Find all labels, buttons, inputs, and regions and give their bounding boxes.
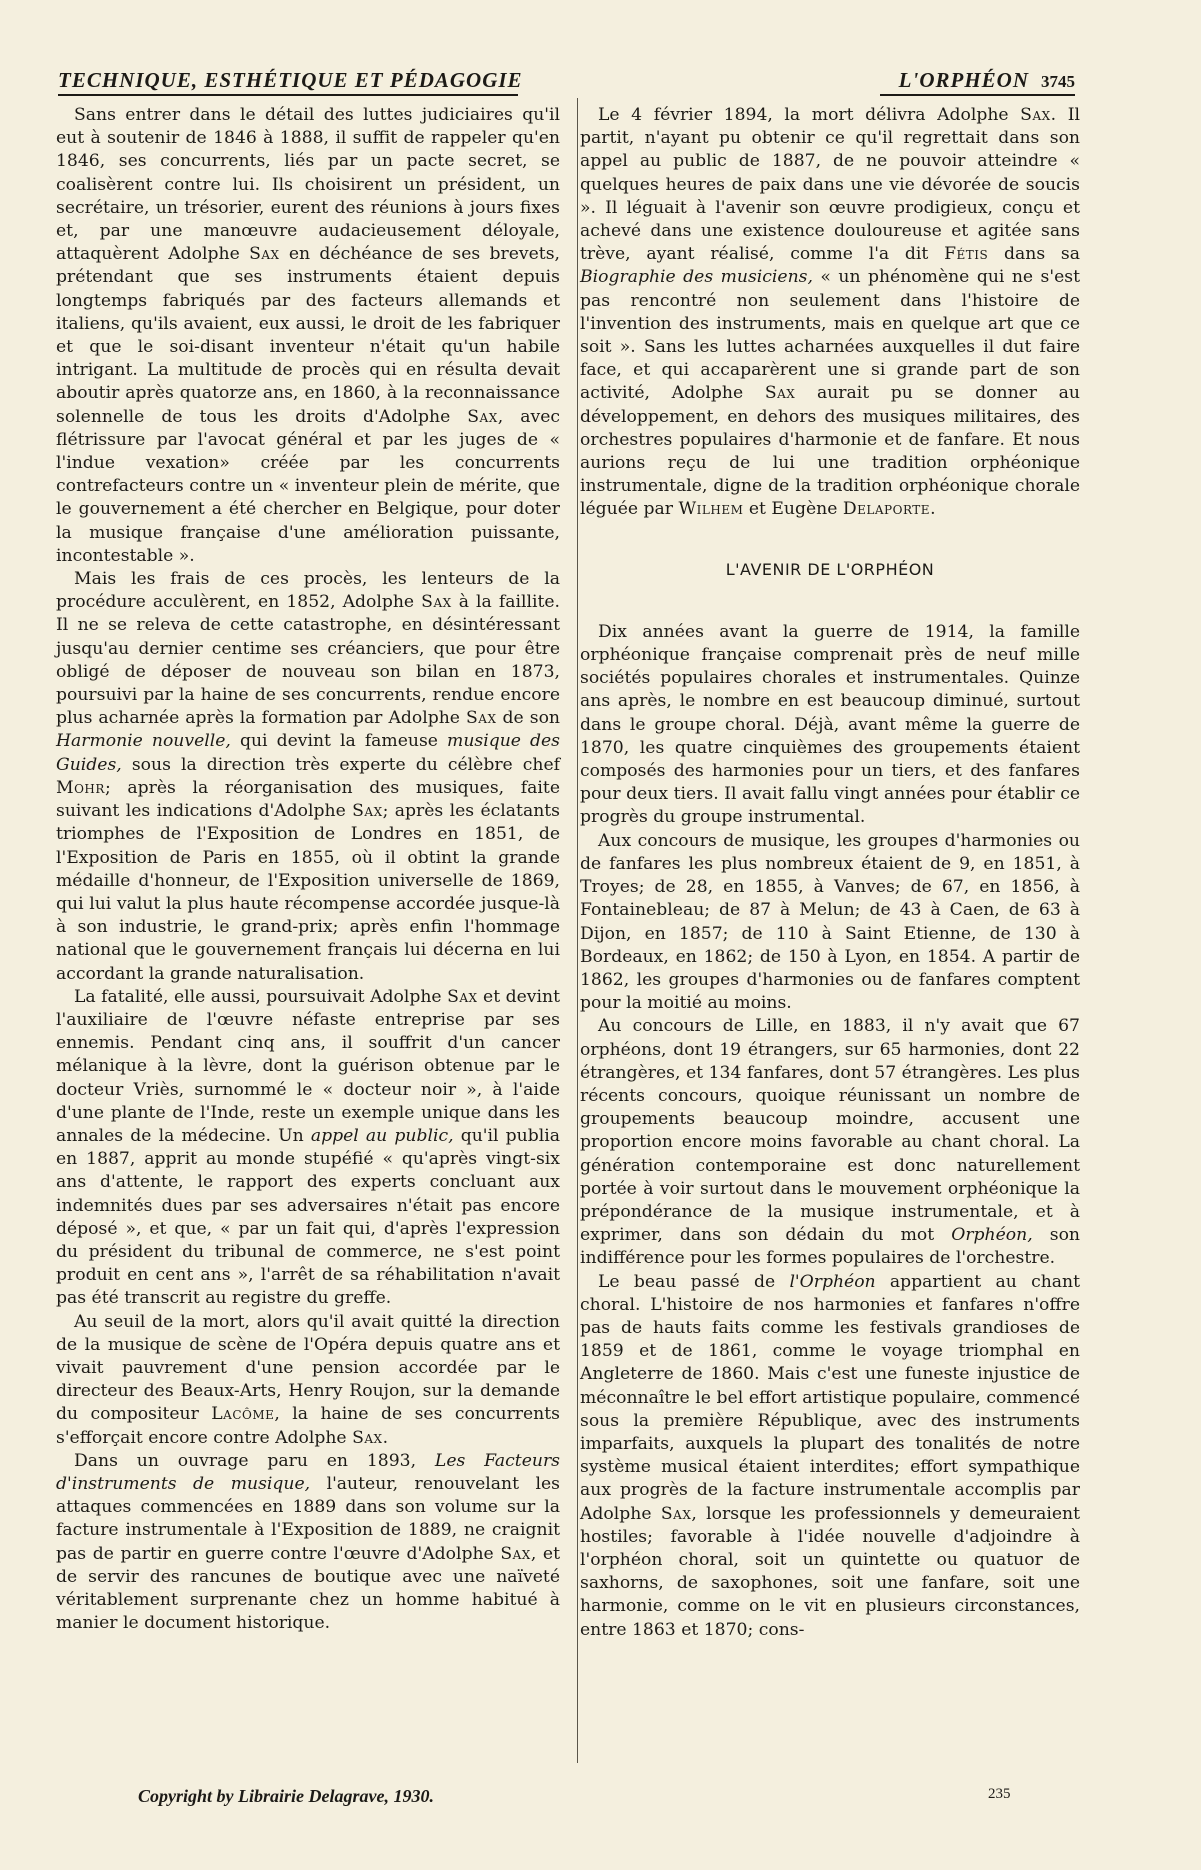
paragraph: Au seuil de la mort, alors qu'il avait quitté la direction de la musique de scène de l'Opéra depuis quatre ans et vivait pauvrement d'une pension accordée par le directeur des Beaux-Arts, Henry Roujon, sur la demande du compositeur Lacôme, la haine de ses concurrents s'efforçait encore contre Adolphe Sax.	[56, 1311, 560, 1448]
paragraph: Le beau passé de l'Orphéon appartient au chant choral. L'histoire de nos harmonies et fanfares n'offre pas de hauts faits comme les festivals grandioses de 1859 et de 1861, comme le voyage triomphal en Angleterre de 1860. Mais c'est une funeste injustice de méconnaître le bel effort artistique populaire, commencé sous la première République, avec des instruments imparfaits, auxquels la plupart des tonalités de notre système musical étaient interdites; effort sympathique aux progrès de la facture instrumentale accomplis par Adolphe Sax, lorsque les professionnels y demeuraient hostiles; favorable à l'idée nouvelle d'adjoindre à l'orphéon choral, soit un quintette ou quatuor de saxhorns, de saxophones, soit une fanfare, soit une harmonie, comme on le vit en plusieurs circonstances, entre 1863 et 1870; cons-	[580, 1271, 1081, 1640]
paragraph: Au concours de Lille, en 1883, il n'y avait que 67 orphéons, dont 19 étrangers, sur 65 harmonies, dont 22 étrangères, et 134 fanfares, dont 57 étrangères. Les plus récents concours, quoique réunissant un nombre de groupements beaucoup moindre, accusent une proportion encore moins favorable au chant choral. La génération contemporaine est donc naturellement portée à voir surtout dans le mouvement orphéonique la prépondérance de la musique instrumentale, et à exprimer, dans son dédain du mot Orphéon, son indifférence pour les formes populaires de l'orchestre.	[580, 1016, 1080, 1269]
header-rule-right	[880, 94, 1075, 96]
header-section-title: TECHNIQUE, ESTHÉTIQUE ET PÉDAGOGIE	[58, 68, 523, 92]
paragraph: Sans entrer dans le détail des luttes judiciaires qu'il eut à soutenir de 1846 à 1888, il suffit de rappeler qu'en 1846, ses concurrents, liés par un pacte secret, se coalisèrent contre lui. Ils choisirent un président, un secrétaire, un trésorier, eurent des réunions à jours fixes et, par une manœuvre audacieusement déloyale, attaquèrent Adolphe Sax en déchéance de ses brevets, prétendant que ses instruments étaient depuis longtemps fabriqués par des facteurs allemands et italiens, qu'ils avaient, eux aussi, le droit de les fabriquer et que le soi-disant inventeur n'était qu'un habile intrigant. La multitude de procès qui en résulta devait aboutir après quatorze ans, en 1860, à la reconnaissance solennelle de tous les droits d'Adolphe Sax, avec flétrissure par l'avocat général et par les juges de « l'indue vexation» créée par les concurrents contrefacteurs contre un « inventeur plein de mérite, que le gouvernement a été chercher en Belgique, pour doter la musique française d'une amélioration puissante, incontestable ».	[56, 105, 561, 566]
right-column	[580, 104, 1080, 1642]
column-divider	[577, 98, 578, 1763]
running-header	[58, 66, 1075, 96]
header-rule-left	[58, 94, 518, 96]
page-footer	[58, 1786, 1075, 1814]
header-page-number: 3745	[1041, 72, 1075, 91]
header-journal-title: L'ORPHÉON	[898, 68, 1029, 92]
copyright-notice: Copyright by Librairie Delagrave, 1930.	[138, 1786, 434, 1806]
section-heading: L'AVENIR DE L'ORPHÉON	[725, 559, 935, 579]
paragraph: Dans un ouvrage paru en 1893, Les Facteurs d'instruments de musique, l'auteur, renouvelant les attaques commencées en 1889 dans son volume sur la facture instrumentale à l'Exposition de 1889, ne craignit pas de partir en guerre contre l'œuvre d'Adolphe Sax, et de servir des rancunes de boutique avec une naïveté véritablement surprenante chez un homme habitué à manier le document historique.	[56, 1450, 560, 1634]
paragraph: Le 4 février 1894, la mort délivra Adolphe Sax. Il partit, n'ayant pu obtenir ce qu'il regrettait dans son appel au public de 1887, de ne pouvoir atteindre « quelques heures de paix dans une vie dévorée de soucis ». Il léguait à l'avenir son œuvre prodigieux, conçu et achevé dans une existence douloureuse et agitée sans trève, ayant réalisé, comme l'a dit Fétis dans sa Biographie des musiciens, « un phénomène qui ne s'est pas rencontré non seulement dans l'histoire de l'invention des instruments, mais en quelque art que ce soit ». Sans les luttes acharnées auxquelles il dut faire face, et qui accaparèrent une si grande part de son activité, Adolphe Sax aurait pu se donner au développement, en dehors des musiques militaires, des orchestres populaires d'harmonie et de fanfare. Et nous aurions reçu de lui une tradition orphéonique instrumentale, digne de la tradition orphéonique chorale léguée par Wilhem et Eugène Delaporte.	[580, 105, 1080, 520]
paragraph: Mais les frais de ces procès, les lenteurs de la procédure acculèrent, en 1852, Adolphe Sax à la faillite. Il ne se releva de cette catastrophe, en désintéressant jusqu'au dernier centime ses créanciers, que pour être obligé de déposer de nouveau son bilan en 1873, poursuivi par la haine de ses concurrents, rendue encore plus acharnée après la formation par Adolphe Sax de son Harmonie nouvelle, qui devint la fameuse musique des Guides, sous la direction très experte du célèbre chef Mohr; après la réorganisation des musiques, faite suivant les indications d'Adolphe Sax; après les éclatants triomphes de l'Exposition de Londres en 1851, de l'Exposition de Paris en 1855, où il obtint la grande médaille d'honneur, de l'Exposition universelle de 1869, qui lui valut la plus haute récompense accordée jusque-là à son industrie, le grand-prix; après enfin l'hommage national que le gouvernement français lui décerna en lui accordant la grande naturalisation.	[56, 569, 560, 984]
paragraph: Aux concours de musique, les groupes d'harmonies ou de fanfares les plus nombreux étaient de 9, en 1851, à Troyes; de 28, en 1855, à Vanves; de 67, en 1856, à Fontainebleau; de 87 à Melun; de 43 à Caen, de 63 à Dijon, en 1857; de 110 à Saint Etienne, de 130 à Bordeaux, en 1862; de 150 à Lyon, en 1854. A partir de 1862, les groupes d'harmonies ou de fanfares comptent pour la moitié au moins.	[580, 830, 1080, 1014]
left-column	[56, 104, 560, 1635]
header-right	[899, 68, 1075, 93]
footer-page-number: 235	[988, 1786, 1011, 1802]
paragraph: Dix années avant la guerre de 1914, la famille orphéonique française comprenait près de neuf mille sociétés populaires chorales et instrumentales. Quinze ans après, le nombre en est beaucoup diminué, surtout dans le groupe choral. Déjà, avant même la guerre de 1870, les quatre cinquièmes des groupements étaient composés des harmonies pour un tiers, et des fanfares pour deux tiers. Il avait fallu vingt années pour établir ce progrès du groupe instrumental.	[580, 621, 1080, 828]
paragraph: La fatalité, elle aussi, poursuivait Adolphe Sax et devint l'auxiliaire de l'œuvre néfaste entreprise par ses ennemis. Pendant cinq ans, il souffrit d'un cancer mélanique à la lèvre, dont la guérison obtenue par le docteur Vriès, surnommé le « docteur noir », à l'aide d'une plante de l'Inde, reste un exemple unique dans les annales de la médecine. Un appel au public, qu'il publia en 1887, apprit au monde stupéfié « qu'après vingt-six ans d'attente, le rapport des experts concluant aux indemnités dues par ses adversaires n'était pas encore déposé », et que, « par un fait qui, d'après l'expression du président du tribunal de commerce, ne s'est point produit en cent ans », l'arrêt de sa réhabilitation n'avait pas été transcrit au registre du greffe.	[56, 986, 560, 1309]
